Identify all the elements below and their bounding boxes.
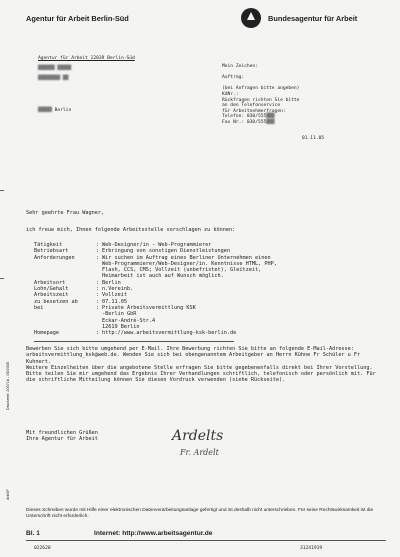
ref-line: Fax Nr.: 030/555███: [222, 119, 275, 125]
job-label: Betriebsart: [34, 248, 69, 255]
paragraph: Weitere Einzelheiten über die angebotene Stelle erfragen Sie bitte gegebenenfalls direkt bei Ihrer Vorstellung.: [26, 364, 373, 371]
brand-name: Bundesagentur für Arbeit: [268, 14, 358, 23]
job-value: Web-Designer/in - Web-Programmierer: [102, 242, 212, 248]
job-row: Homepage : http://www.arbeitsvermittlung-ksk-berlin.de: [34, 330, 237, 337]
job-row: Lohn/Gehalt : n.Vereinb.: [34, 286, 134, 293]
job-value: Private Arbeitsvermittlung KSK: [102, 304, 196, 311]
letter-date: 01.11.05: [302, 136, 325, 141]
job-row: Anforderungen : Wir suchen im Auftrag eines Berliner Unternehmen einen: [34, 254, 271, 261]
homepage-link[interactable]: http://www.arbeitsvermittlung-ksk-berlin.de: [102, 330, 237, 337]
job-value: Heimarbeit ist auch auf Wunsch möglich.: [102, 273, 224, 280]
job-row: Betriebsart : Erbringung von sonstigen Dienstleistungen: [34, 248, 231, 255]
job-label: Homepage: [34, 330, 59, 337]
footer-note: Dieses Schreiben wurde mit Hilfe einer elektronischen Datenverarbeitungsanlage gefertigt und ist deshalb nicht unterschrieben. Für seine Rechtswirksamkeit ist die Unterschrift nicht erforderlich.: [26, 508, 374, 520]
job-label: Lohn/Gehalt: [34, 286, 69, 293]
divider: [34, 341, 234, 342]
sender-line: Agentur für Arbeit 12039 Berlin-Süd: [38, 56, 135, 61]
recipient-city: █████ Berlin: [38, 108, 72, 113]
job-row: zu besetzen ab : 07.11.05: [34, 298, 127, 305]
job-row: bei : Private Arbeitsvermittlung KSK: [34, 304, 196, 311]
signature-name: Fr. Ardelt: [180, 448, 219, 457]
divider: [26, 540, 386, 541]
print-info: Druckerei: 20071b - 09/2005: [6, 361, 10, 410]
job-value: Vollzeit: [102, 292, 127, 299]
ref-line: (bei Anfragen bitte angeben): [222, 86, 300, 92]
job-value: Web-Programmierer/Web-Designer/in. Kenntnisse HTML, PHP,: [102, 260, 277, 267]
job-label: Tätigkeit: [34, 242, 63, 248]
ref-line: Mein Zeichen:: [222, 64, 258, 69]
agency-logo-icon: [241, 8, 261, 28]
footer-bar: [26, 530, 386, 537]
closing-line: Mit freundlichen Grüßen: [26, 430, 98, 436]
job-value: Eckar-André-Str.4: [102, 317, 156, 324]
internet-link[interactable]: Internet: http://www.arbeitsagentur.de: [94, 530, 213, 537]
ref-line: Auftrag:: [222, 75, 245, 81]
ref-line: Rückfragen richten Sie bitte: [222, 97, 300, 103]
job-label: zu besetzen ab: [34, 298, 78, 305]
closing: [26, 430, 98, 443]
paragraph: Bitte teilen Sie mir umgehend das Ergebnis Ihrer Verhandlungen schriftlich, telefonisch oder persönlich mit. Für die schriftliche Mitteilung können Sie diesen Vordruck verwenden (siehe Rückseite).: [26, 371, 376, 384]
job-details: [34, 242, 384, 336]
paragraph: Bewerben Sie sich bitte umgehend per E-Mail. Ihre Bewerbung richten Sie bitte an folgende E-Mail-Adresse: arbeitsvermittlung_ksk@web.de. Wenden Sie sich bei obengenanntem Arbeitgeber an Herrn Kühne Fr Schüler u Fr Kuhnert.: [26, 346, 361, 365]
job-row: Arbeitszeit : Vollzeit: [34, 292, 127, 299]
recipient-name: ██████ █████: [38, 66, 72, 71]
office-name: Agentur für Arbeit Berlin-Süd: [26, 14, 129, 23]
fold-mark: [0, 190, 4, 191]
ref-line: für Arbeitnehmerfragen:: [222, 108, 286, 114]
recipient-street: ████████ ██: [38, 76, 69, 81]
job-value: 12619 Berlin: [102, 323, 140, 330]
job-value: Erbringung von sonstigen Dienstleistungen: [102, 248, 231, 255]
job-label: bei: [34, 304, 44, 311]
job-value: -Berlin GbR: [102, 311, 137, 318]
sheet-number: Bl. 1: [26, 530, 40, 537]
form-code: ArbVF: [6, 489, 10, 500]
job-value: Flash, CCS, CMS; Vollzeit (unbefristet), Gleitzeit,: [102, 267, 262, 274]
job-row: Tätigkeit : Web-Designer/in - Web-Programmierer: [34, 242, 212, 248]
job-label: Arbeitszeit: [34, 292, 69, 299]
closing-line: Ihre Agentur für Arbeit: [26, 436, 98, 443]
signature: Ardelts: [172, 428, 224, 444]
ref-line: KdNr.:: [222, 91, 239, 97]
code-left: 022620: [34, 546, 51, 551]
intro-text: ich freue mich, Ihnen folgende Arbeitsstelle vorschlagen zu können:: [26, 227, 236, 233]
code-right: 31241919: [300, 546, 323, 551]
job-label: Arbeitsort: [34, 279, 66, 286]
ref-line: an den Telefonservice: [222, 103, 281, 109]
job-row: Arbeitsort : Berlin: [34, 279, 121, 286]
instructions: [26, 346, 381, 384]
salutation: Sehr geehrte Frau Wagner,: [26, 210, 105, 216]
ref-line: Telefon: 030/555███: [222, 114, 275, 120]
reference-block: [222, 64, 382, 126]
job-value: n.Vereinb.: [102, 286, 134, 293]
job-value: Wir suchen im Auftrag eines Berliner Unternehmen einen: [102, 254, 271, 261]
job-label: Anforderungen: [34, 254, 75, 261]
fold-mark: [0, 278, 4, 279]
job-value: Berlin: [102, 279, 121, 286]
job-value: 07.11.05: [102, 298, 127, 305]
letterhead: [0, 0, 400, 36]
